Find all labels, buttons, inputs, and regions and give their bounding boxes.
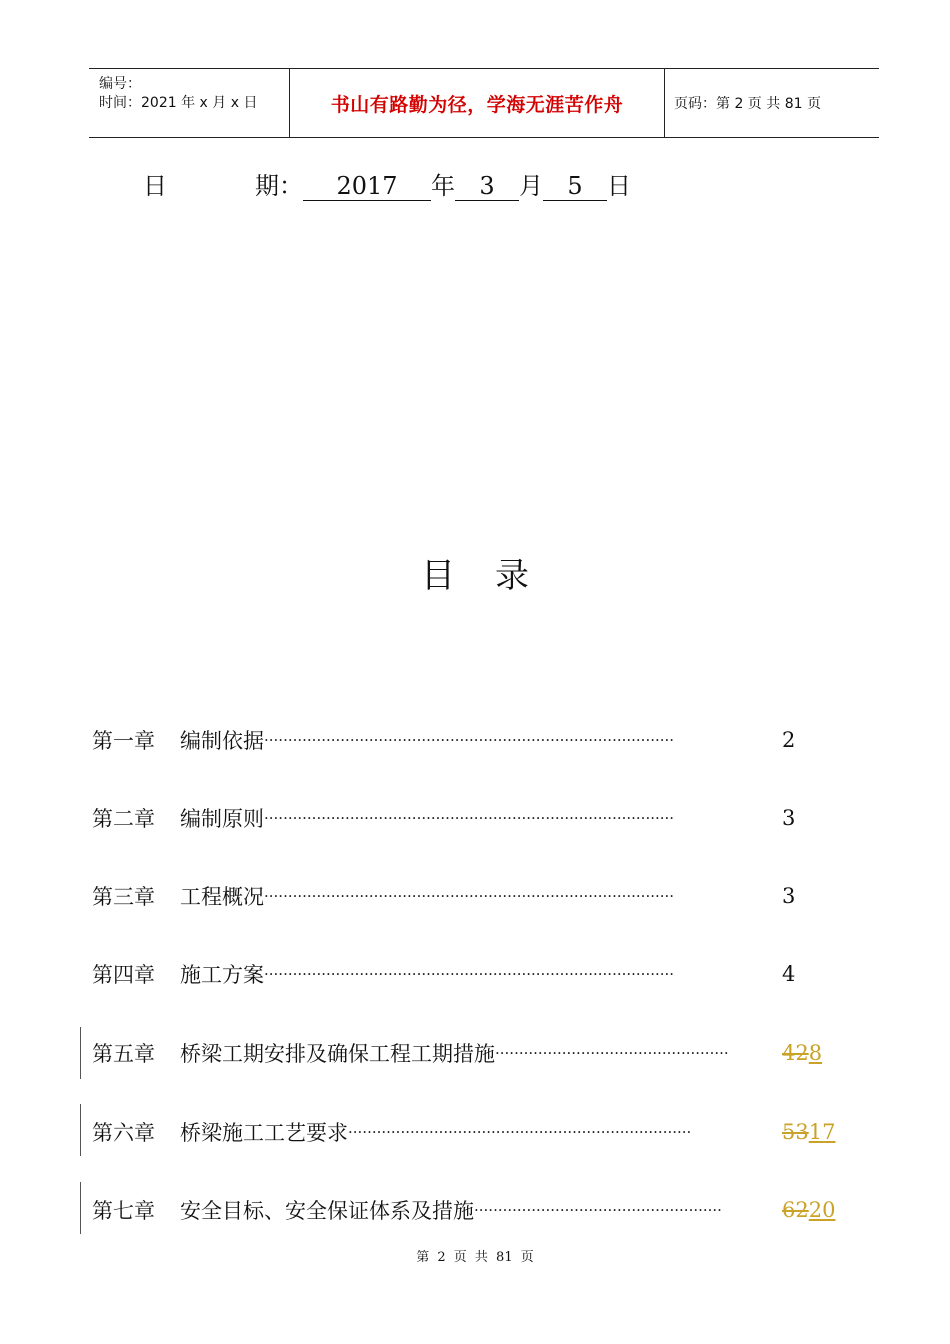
motto-text: 书山有路勤为径，学海无涯苦作舟 [330,93,624,116]
toc-page-revised [782,1198,835,1222]
toc-entry-6[interactable] [92,1117,835,1147]
doc-time-label: 时间：2021 年 x 月 x 日 [99,95,258,111]
toc-title: 桥梁工期安排及确保工程工期措施 [180,1042,495,1066]
revision-bar [80,1027,81,1079]
toc-page-new: 17 [808,1120,836,1144]
date-day: 5 [543,172,607,201]
toc-entry-7[interactable] [92,1195,835,1225]
date-year: 2017 [303,172,431,201]
toc-chapter: 第三章 [92,885,155,909]
toc-page: 4 [782,962,796,986]
toc-chapter: 第五章 [92,1042,155,1066]
header-page-cell [664,69,879,137]
toc-title: 目录 [421,556,569,596]
toc-chapter: 第四章 [92,963,155,987]
toc-entry-2[interactable] [92,803,795,833]
toc-leader: ········································································ [348,1123,692,1141]
toc-title: 编制原则 [180,807,264,831]
toc-page-old: 42 [782,1041,809,1065]
toc-page: 3 [782,806,796,830]
toc-leader: ················································· [495,1044,729,1062]
date-line [143,166,631,201]
toc-page-old: 53 [782,1120,809,1144]
toc-title: 工程概况 [180,885,264,909]
toc-page-revised [782,1120,835,1144]
toc-entry-3[interactable] [92,881,795,911]
page-header [89,68,879,138]
toc-title: 安全目标、安全保证体系及措施 [180,1199,474,1223]
page-footer: 第 2 页 共 81 页 [416,1250,534,1265]
date-month: 3 [455,172,519,201]
toc-chapter: 第二章 [92,807,155,831]
toc-chapter: 第六章 [92,1121,155,1145]
header-motto-cell [289,69,665,137]
header-meta [89,69,289,137]
date-day-unit: 日 [607,172,631,200]
toc-page: 2 [782,728,796,752]
toc-chapter: 第一章 [92,729,155,753]
toc-entry-5[interactable] [92,1038,822,1068]
toc-entry-4[interactable] [92,959,795,989]
revision-bar [80,1104,81,1156]
toc-page-new: 8 [808,1041,823,1065]
toc-entry-1[interactable] [92,725,795,755]
toc-leader: ······················································································ [264,887,675,905]
toc-title: 编制依据 [180,729,264,753]
toc-page-old: 62 [782,1198,809,1222]
doc-number-label: 编号： [99,76,141,92]
toc-page: 3 [782,884,796,908]
toc-leader: ······················································································ [264,965,675,983]
toc-page-revised [782,1041,822,1065]
date-label-day: 日 [143,172,167,200]
toc-leader: ······················································································ [264,809,675,827]
header-page-info: 页码：第 2 页 共 81 页 [674,96,821,112]
toc-chapter: 第七章 [92,1199,155,1223]
toc-title: 施工方案 [180,963,264,987]
date-year-unit: 年 [431,172,455,200]
toc-page-new: 20 [808,1198,836,1222]
toc-title: 桥梁施工工艺要求 [180,1121,348,1145]
date-month-unit: 月 [519,172,543,200]
revision-bar [80,1182,81,1234]
toc-leader: ···················································· [474,1201,722,1219]
date-label-period: 期： [255,172,303,200]
toc-leader: ······················································································ [264,731,675,749]
